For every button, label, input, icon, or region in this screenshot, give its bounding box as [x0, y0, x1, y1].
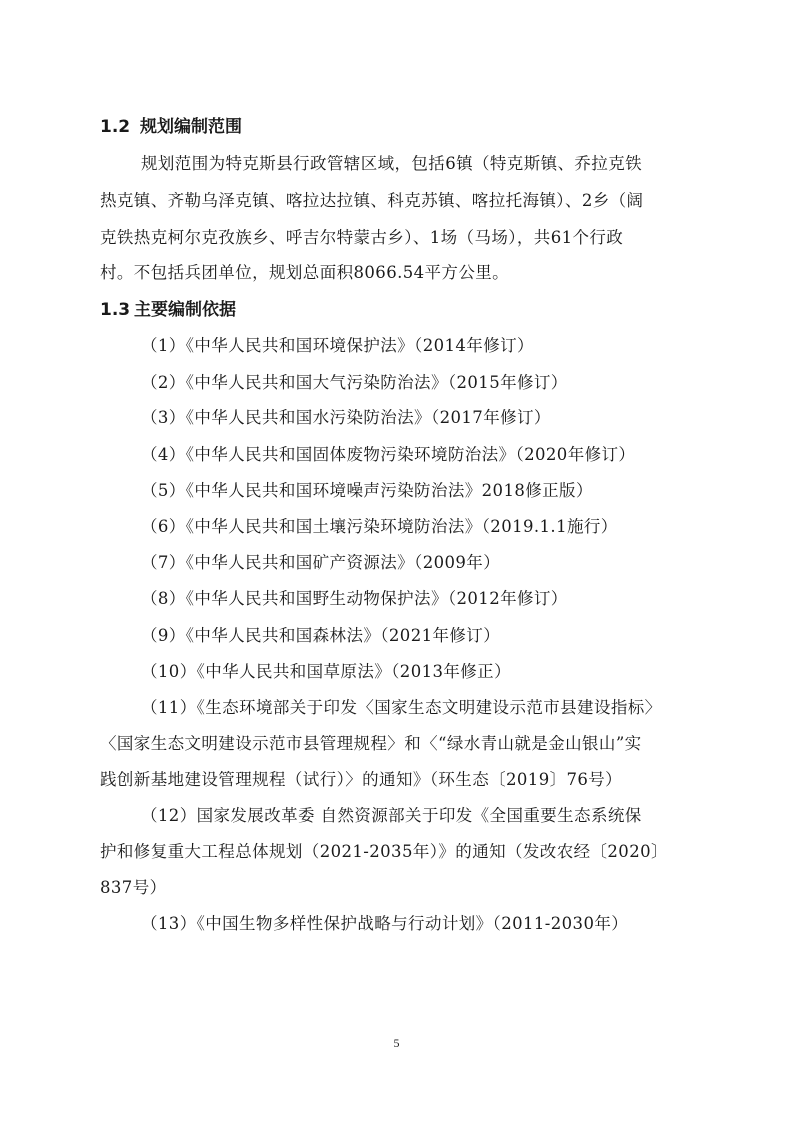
paragraph-line: 村。不包括兵团单位，规划总面积8066.54平方公里。	[100, 263, 510, 282]
list-item: （7）《中华人民共和国矿产资源法》（2009年）	[141, 553, 501, 572]
list-item: （5）《中华人民共和国环境噪声污染防治法》2018修正版）	[141, 481, 593, 500]
list-item: （11）《生态环境部关于印发〈国家生态文明建设示范市县建设指标〉	[141, 698, 662, 717]
list-item: （10）《中华人民共和国草原法》（2013年修正）	[141, 662, 511, 681]
list-item: （8）《中华人民共和国野生动物保护法》（2012年修订）	[141, 589, 568, 608]
section-heading-1-3	[100, 299, 236, 321]
section-number: 1.2	[100, 117, 131, 137]
list-item: （6）《中华人民共和国土壤污染环境防治法》（2019.1.1施行）	[141, 517, 618, 536]
list-item: （3）《中华人民共和国水污染防治法》（2017年修订）	[141, 408, 551, 427]
page-number: 5	[393, 1036, 400, 1050]
section-title: 主要编制依据	[134, 300, 236, 320]
list-item: （2）《中华人民共和国大气污染防治法》（2015年修订）	[141, 373, 568, 392]
list-item: （9）《中华人民共和国森林法》（2021年修订）	[141, 626, 501, 645]
section-heading-1-2	[100, 116, 242, 138]
list-item-continuation: 践创新基地建设管理规程（试行）〉的通知》（环生态〔2019〕76号）	[100, 770, 623, 789]
paragraph-line: 热克镇、齐勒乌泽克镇、喀拉达拉镇、科克苏镇、喀拉托海镇）、2乡（阔	[100, 191, 644, 210]
section-title: 规划编制范围	[140, 117, 242, 137]
paragraph-line: 规划范围为特克斯县行政管辖区域，包括6镇（特克斯镇、乔拉克铁	[141, 154, 642, 173]
list-item: （4）《中华人民共和国固体废物污染环境防治法》（2020年修订）	[141, 445, 636, 464]
list-item: （1）《中华人民共和国环境保护法》（2014年修订）	[141, 336, 534, 355]
list-item: （12）国家发展改革委 自然资源部关于印发《全国重要生态系统保	[141, 806, 642, 825]
section-number: 1.3	[100, 300, 131, 320]
list-item: （13）《中国生物多样性保护战略与行动计划》（2011-2030年）	[141, 914, 629, 933]
list-item-continuation: 837号）	[100, 878, 167, 897]
list-item-continuation: 护和修复重大工程总体规划（2021-2035年）》的通知（发改农经〔2020〕	[100, 842, 668, 861]
paragraph-line: 克铁热克柯尔克孜族乡、呼吉尔特蒙古乡）、1场（马场），共61个行政	[100, 228, 624, 247]
list-item-continuation: 〈国家生态文明建设示范市县管理规程〉和〈“绿水青山就是金山银山”实	[100, 734, 642, 753]
